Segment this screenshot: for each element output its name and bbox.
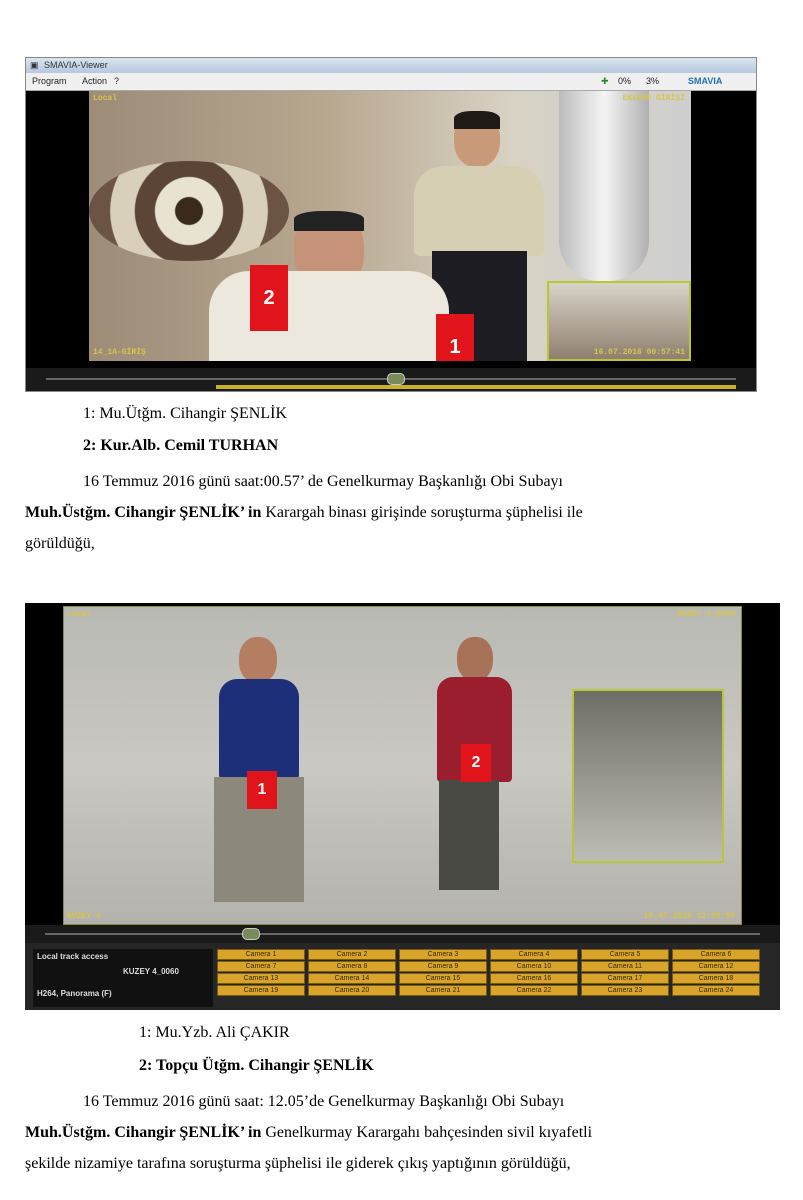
camera-button[interactable]: Camera 10 <box>490 961 578 972</box>
recording-strip <box>216 385 736 389</box>
paragraph1-line2: Karargah binası girişinde soruşturma şüphelisi ile <box>261 504 583 521</box>
camera-feed-entrance <box>89 91 691 361</box>
menu-action[interactable]: Action <box>82 76 108 86</box>
cctv-screenshot-courtyard <box>25 603 780 1010</box>
camera-button[interactable]: Camera 21 <box>399 985 487 996</box>
marker-2: 2 <box>250 265 288 331</box>
osd-bottom-left: 14_1A-GİRİŞ <box>93 348 146 357</box>
track-info-box <box>33 949 213 1007</box>
cpu-status: 0% <box>618 76 632 86</box>
camera-button[interactable]: Camera 20 <box>308 985 396 996</box>
camera-button[interactable]: Camera 12 <box>672 961 760 972</box>
camera-button[interactable]: Camera 11 <box>581 961 669 972</box>
osd-top-left: Local <box>67 610 92 619</box>
camera-button[interactable]: Camera 5 <box>581 949 669 960</box>
paragraph1-line3: görüldüğü, <box>25 535 95 552</box>
timeline-handle[interactable] <box>387 373 405 385</box>
paragraph2-line1: 16 Temmuz 2016 günü saat: 12.05’de Genelkurmay Başkanlığı Obi Subayı <box>83 1093 565 1110</box>
camera-button[interactable]: Camera 1 <box>217 949 305 960</box>
camera-button[interactable]: Camera 19 <box>217 985 305 996</box>
paragraph2-line2: Genelkurmay Karargahı bahçesinden sivil kıyafetli <box>261 1124 593 1141</box>
camera-button[interactable]: Camera 22 <box>490 985 578 996</box>
viewer-title-bar <box>26 58 756 73</box>
net-status: 3% <box>646 76 660 86</box>
caption2-person1: 1: Mu.Yzb. Ali ÇAKIR <box>139 1024 290 1041</box>
marker-2: 2 <box>461 744 491 782</box>
column <box>559 91 649 281</box>
camera-button[interactable]: Camera 6 <box>672 949 760 960</box>
camera-button[interactable]: Camera 7 <box>217 961 305 972</box>
app-icon: ▣ <box>30 60 39 70</box>
caption1-person1: 1: Mu.Ütğm. Cihangir ŞENLİK <box>83 405 287 422</box>
paragraph2-bold-name: Muh.Üstğm. Cihangir ŞENLİK’ in <box>25 1124 262 1141</box>
add-icon[interactable]: ✚ <box>601 76 609 86</box>
camera-button[interactable]: Camera 2 <box>308 949 396 960</box>
timeline-bar[interactable] <box>25 925 780 943</box>
camera-button[interactable]: Camera 24 <box>672 985 760 996</box>
timeline-track <box>45 933 760 935</box>
camera-button[interactable]: Camera 9 <box>399 961 487 972</box>
marker-1: 1 <box>247 771 277 809</box>
window-title: SMAVIA-Viewer <box>44 60 108 70</box>
track-format: H264, Panorama (F) <box>37 989 112 998</box>
camera-button[interactable]: Camera 17 <box>581 973 669 984</box>
camera-button[interactable]: Camera 13 <box>217 973 305 984</box>
osd-top-right: KUZEY 4_0060 <box>677 610 735 619</box>
camera-button[interactable]: Camera 3 <box>399 949 487 960</box>
marker-1: 1 <box>436 314 474 361</box>
osd-bottom-left: KUZEY 4 <box>67 912 101 921</box>
person-2 <box>209 211 449 361</box>
paragraph1-bold-name: Muh.Üstğm. Cihangir ŞENLİK’ in <box>25 504 262 521</box>
cctv-screenshot-entrance <box>25 57 757 392</box>
osd-top-left: Local <box>93 94 118 103</box>
paragraph2-line3: şekilde nizamiye tarafına soruşturma şüphelisi ile giderek çıkış yaptığının görüldüğü, <box>25 1155 571 1172</box>
camera-grid <box>217 949 760 996</box>
camera-button[interactable]: Camera 8 <box>308 961 396 972</box>
camera-button[interactable]: Camera 16 <box>490 973 578 984</box>
camera-feed-courtyard <box>63 606 742 925</box>
track-camera-name[interactable]: KUZEY 4_0060 <box>123 967 179 976</box>
osd-top-right: EKLEME GİRİŞİ <box>622 94 685 103</box>
menu-program[interactable]: Program <box>32 76 67 86</box>
paragraph1-line1: 16 Temmuz 2016 günü saat:00.57’ de Genelkurmay Başkanlığı Obi Subayı <box>83 473 563 490</box>
osd-timestamp: 16.07.2016 12:05:50 <box>643 912 735 921</box>
paragraph-2 <box>25 1086 755 1179</box>
smavia-logo: SMAVIA <box>688 76 723 86</box>
caption1-person2: 2: Kur.Alb. Cemil TURHAN <box>83 437 279 454</box>
caption2-person2: 2: Topçu Ütğm. Cihangir ŞENLİK <box>139 1057 374 1074</box>
viewer-menu-bar <box>26 73 756 91</box>
timeline-handle[interactable] <box>242 928 260 940</box>
track-header: Local track access <box>37 952 109 961</box>
menu-help[interactable]: ? <box>114 76 120 86</box>
timeline-bar[interactable] <box>26 368 756 391</box>
paragraph-1 <box>25 466 755 559</box>
camera-button[interactable]: Camera 23 <box>581 985 669 996</box>
control-panel <box>25 943 780 1010</box>
camera-button[interactable]: Camera 18 <box>672 973 760 984</box>
camera-button[interactable]: Camera 15 <box>399 973 487 984</box>
letterbox-left <box>26 91 89 361</box>
osd-timestamp: 16.07.2016 00:57:41 <box>593 348 685 357</box>
camera-button[interactable]: Camera 14 <box>308 973 396 984</box>
camera-button[interactable]: Camera 4 <box>490 949 578 960</box>
camera-inset-view <box>572 689 724 863</box>
